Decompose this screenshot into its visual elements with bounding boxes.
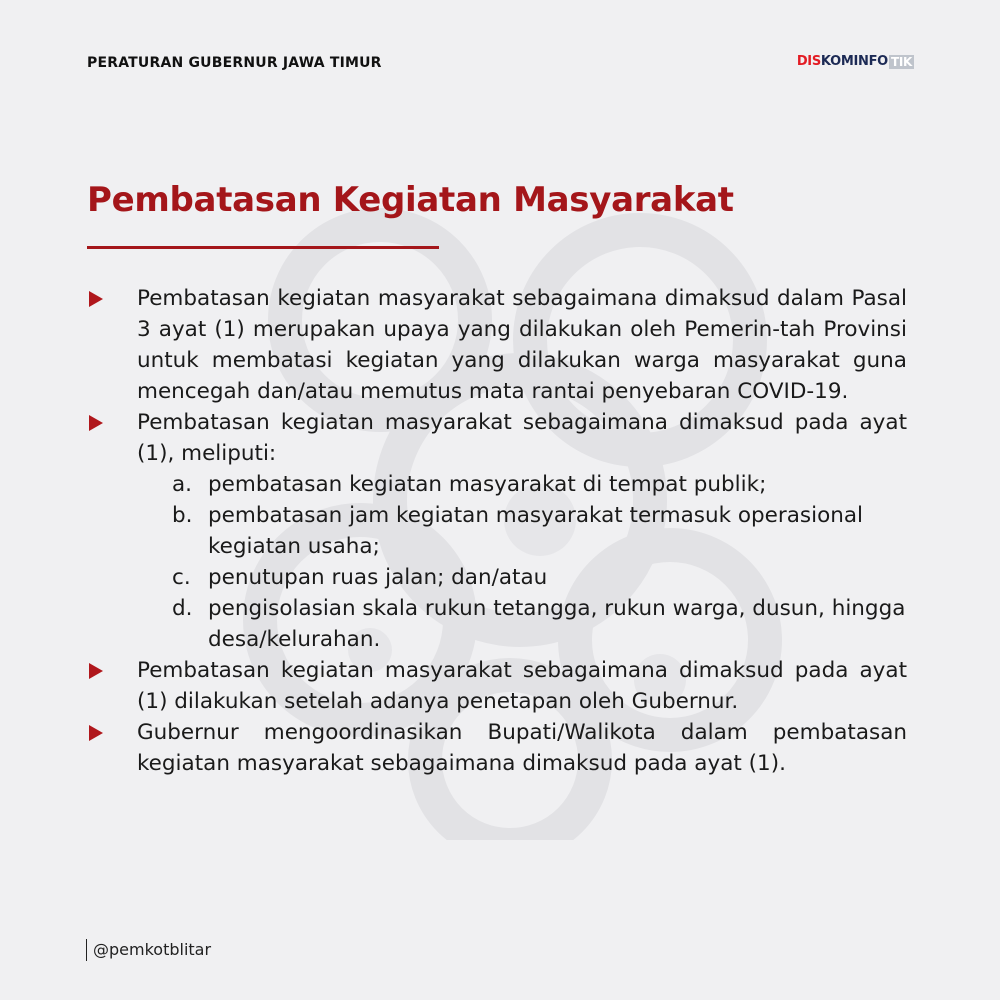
sub-item-text: pembatasan jam kegiatan masyarakat termasuk operasional kegiatan usaha; bbox=[208, 503, 864, 559]
sub-item-letter: d. bbox=[172, 596, 193, 621]
list-item bbox=[87, 283, 907, 407]
sub-item-letter: b. bbox=[172, 503, 193, 528]
list-item-text: Pembatasan kegiatan masyarakat sebagaimana dimaksud pada ayat (1) dilakukan setelah adanya penetapan oleh Gubernur. bbox=[137, 658, 907, 714]
sub-item-letter: c. bbox=[172, 565, 191, 590]
sub-item-letter: a. bbox=[172, 472, 193, 497]
sub-list bbox=[137, 469, 907, 655]
arrow-bullet-icon bbox=[89, 415, 103, 431]
list-item-text: Gubernur mengoordinasikan Bupati/Walikota dalam pembatasan kegiatan masyarakat sebagaimana dimaksud pada ayat (1). bbox=[137, 720, 907, 776]
list-item-text: Pembatasan kegiatan masyarakat sebagaimana dimaksud dalam Pasal 3 ayat (1) merupakan upaya yang dilakukan oleh Pemerin-tah Provinsi untuk membatasi kegiatan yang dilakukan warga masyarakat guna mencegah dan/atau memutus mata rantai penyebaran COVID-19. bbox=[137, 286, 907, 404]
logo-text-part2: KOMINFO bbox=[820, 54, 888, 69]
sub-list-item bbox=[172, 469, 907, 500]
sub-item-text: pengisolasian skala rukun tetangga, rukun warga, dusun, hingga desa/kelurahan. bbox=[208, 596, 906, 652]
page-title: Pembatasan Kegiatan Masyarakat bbox=[87, 180, 734, 220]
sub-list-item bbox=[172, 500, 907, 562]
arrow-bullet-icon bbox=[89, 291, 103, 307]
header-title: PERATURAN GUBERNUR JAWA TIMUR bbox=[87, 55, 382, 71]
list-item bbox=[87, 655, 907, 717]
arrow-bullet-icon bbox=[89, 725, 103, 741]
list-item bbox=[87, 407, 907, 655]
arrow-bullet-icon bbox=[89, 663, 103, 679]
sub-list-item bbox=[172, 593, 907, 655]
list-item-text: Pembatasan kegiatan masyarakat sebagaimana dimaksud pada ayat (1), meliputi: bbox=[137, 410, 907, 466]
logo-text-part1: DIS bbox=[796, 54, 821, 69]
title-underline bbox=[87, 246, 439, 249]
logo-text-part3: TIK bbox=[890, 54, 912, 69]
content-list bbox=[87, 283, 907, 779]
diskominfo-logo bbox=[797, 54, 914, 69]
sub-item-text: pembatasan kegiatan masyarakat di tempat publik; bbox=[208, 472, 767, 497]
sub-item-text: penutupan ruas jalan; dan/atau bbox=[208, 565, 548, 590]
social-handle: @pemkotblitar bbox=[86, 939, 211, 961]
list-item bbox=[87, 717, 907, 779]
sub-list-item bbox=[172, 562, 907, 593]
